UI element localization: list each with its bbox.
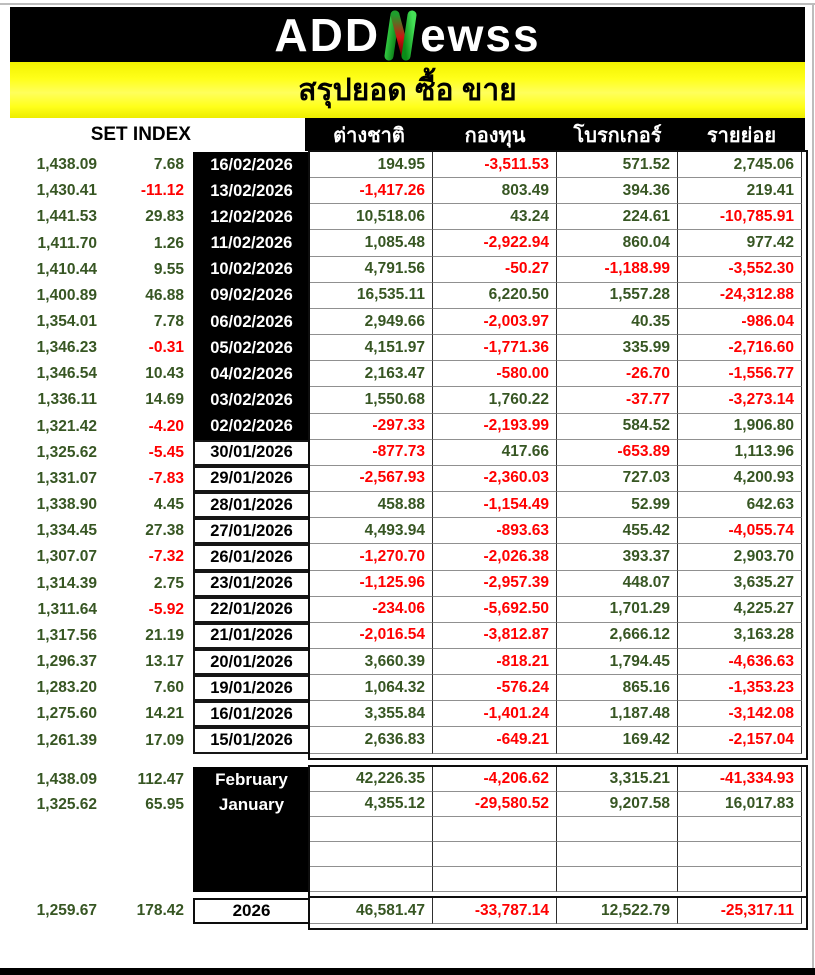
set-index-cell: 1,438.09 xyxy=(36,770,97,788)
month-label-february: February xyxy=(215,769,288,789)
change-cell: -11.12 xyxy=(140,182,184,200)
value-cell: 219.41 xyxy=(678,178,802,204)
value-cell: -1,771.36 xyxy=(433,335,557,361)
table-row xyxy=(15,387,802,413)
set-index-cell: 1,296.37 xyxy=(36,653,97,671)
value-cell: -893.63 xyxy=(433,518,557,544)
table-row xyxy=(15,767,188,792)
year-label-cell: 2026 xyxy=(193,898,310,924)
table-row xyxy=(15,466,802,492)
table-row xyxy=(15,230,802,256)
value-cell: -1,188.99 xyxy=(557,257,678,283)
set-index-cell: 1,334.45 xyxy=(36,522,97,540)
value-cell: 43.24 xyxy=(433,204,557,230)
set-index-cell: 1,346.54 xyxy=(36,365,97,383)
change-cell: -5.45 xyxy=(148,443,184,461)
value-cell: 2,163.47 xyxy=(310,361,433,387)
value-cell: -877.73 xyxy=(310,440,433,466)
table-row xyxy=(15,597,802,623)
set-index-cell: 1,321.42 xyxy=(36,417,97,435)
set-index-cell: 1,283.20 xyxy=(36,679,97,697)
table-row xyxy=(15,727,802,753)
value-cell: -25,317.11 xyxy=(678,898,802,924)
value-cell: -1,401.24 xyxy=(433,701,557,727)
empty-row xyxy=(310,842,802,867)
value-cell: 4,791.56 xyxy=(310,257,433,283)
value-cell: 4,225.27 xyxy=(678,597,802,623)
set-index-cell: 1,336.11 xyxy=(37,391,97,409)
total-values xyxy=(310,898,802,924)
value-cell: -2,193.99 xyxy=(433,414,557,440)
empty-cell xyxy=(557,817,678,842)
value-cell: 2,666.12 xyxy=(557,623,678,649)
value-cell: 455.42 xyxy=(557,518,678,544)
value-cell: 977.42 xyxy=(678,230,802,256)
table-row xyxy=(310,898,802,924)
set-index-header: SET INDEX xyxy=(90,123,191,145)
logo-text-add: ADD xyxy=(274,8,381,61)
change-cell: 46.88 xyxy=(145,286,184,304)
logo-text-ewss: ewss xyxy=(420,8,541,61)
table-row xyxy=(15,309,802,335)
date-cell: 29/01/2026 xyxy=(193,466,310,492)
change-cell: 13.17 xyxy=(145,653,184,671)
change-cell: -5.92 xyxy=(148,600,184,618)
change-cell: 14.69 xyxy=(145,391,184,409)
empty-cell xyxy=(433,817,557,842)
set-index-cell: 1,438.09 xyxy=(36,156,97,174)
value-cell: 4,493.94 xyxy=(310,518,433,544)
set-index-cell: 1,311.64 xyxy=(37,600,97,618)
set-index-cell: 1,325.62 xyxy=(36,443,97,461)
value-cell: -2,016.54 xyxy=(310,623,433,649)
change-cell: 14.21 xyxy=(145,705,184,723)
table-row xyxy=(15,649,802,675)
value-cell: 3,315.21 xyxy=(557,767,678,792)
date-cell: 22/01/2026 xyxy=(193,597,310,623)
date-cell: 04/02/2026 xyxy=(193,361,310,387)
table-row xyxy=(15,178,802,204)
value-cell: -29,580.52 xyxy=(433,792,557,817)
value-cell: -4,206.62 xyxy=(433,767,557,792)
column-header-row xyxy=(305,118,805,151)
value-cell: 642.63 xyxy=(678,492,802,518)
change-cell: 10.43 xyxy=(145,365,184,383)
empty-cell xyxy=(310,817,433,842)
summary-values xyxy=(310,767,802,892)
value-cell: 1,085.48 xyxy=(310,230,433,256)
change-cell: 178.42 xyxy=(136,902,184,919)
change-cell: -0.31 xyxy=(148,339,184,357)
set-index-cell: 1,261.39 xyxy=(36,731,97,749)
table-row xyxy=(15,518,802,544)
value-cell: 40.35 xyxy=(557,309,678,335)
value-cell: -2,157.04 xyxy=(678,727,802,753)
set-index-cell: 1,331.07 xyxy=(36,469,97,487)
value-cell: 2,903.70 xyxy=(678,544,802,570)
column-header-foreign: ต่างชาติ xyxy=(333,124,405,147)
value-cell: -580.00 xyxy=(433,361,557,387)
daily-rows xyxy=(15,152,802,754)
change-cell: -7.83 xyxy=(148,469,184,487)
empty-cell xyxy=(557,867,678,892)
value-cell: -1,270.70 xyxy=(310,544,433,570)
value-cell: 4,151.97 xyxy=(310,335,433,361)
set-index-cell: 1,354.01 xyxy=(36,313,97,331)
summary-month-block xyxy=(193,767,310,892)
date-cell: 16/02/2026 xyxy=(193,152,310,178)
value-cell: -3,511.53 xyxy=(433,152,557,178)
value-cell: -2,922.94 xyxy=(433,230,557,256)
logo-bar xyxy=(10,7,805,62)
page-title: สรุปยอด ซื้อ ขาย xyxy=(298,73,517,107)
table-row xyxy=(15,571,802,597)
value-cell: 2,949.66 xyxy=(310,309,433,335)
set-index-cell: 1,325.62 xyxy=(36,795,97,813)
value-cell: -1,125.96 xyxy=(310,571,433,597)
value-cell: -3,552.30 xyxy=(678,257,802,283)
value-cell: -2,567.93 xyxy=(310,466,433,492)
value-cell: 393.37 xyxy=(557,544,678,570)
value-cell: 4,355.12 xyxy=(310,792,433,817)
column-header-fund: กองทุน xyxy=(464,124,526,147)
value-cell: -37.77 xyxy=(557,387,678,413)
empty-cell xyxy=(433,842,557,867)
value-cell: 1,701.29 xyxy=(557,597,678,623)
value-cell: 1,557.28 xyxy=(557,283,678,309)
column-header-broker: โบรกเกอร์ xyxy=(573,124,662,147)
value-cell: -5,692.50 xyxy=(433,597,557,623)
table-row xyxy=(15,623,802,649)
table-row xyxy=(310,767,802,792)
value-cell: 169.42 xyxy=(557,727,678,753)
change-cell: 29.83 xyxy=(145,208,184,226)
date-cell: 11/02/2026 xyxy=(193,230,310,256)
value-cell: 1,113.96 xyxy=(678,440,802,466)
date-cell: 16/01/2026 xyxy=(193,701,310,727)
empty-cell xyxy=(678,842,802,867)
value-cell: -1,556.77 xyxy=(678,361,802,387)
empty-cell xyxy=(678,867,802,892)
change-cell: 7.68 xyxy=(153,156,184,174)
title-banner xyxy=(10,62,805,118)
value-cell: 335.99 xyxy=(557,335,678,361)
date-cell: 12/02/2026 xyxy=(193,204,310,230)
value-cell: 4,200.93 xyxy=(678,466,802,492)
value-cell: -1,417.26 xyxy=(310,178,433,204)
change-cell: 21.19 xyxy=(145,626,184,644)
value-cell: -50.27 xyxy=(433,257,557,283)
value-cell: 16,535.11 xyxy=(310,283,433,309)
value-cell: -4,055.74 xyxy=(678,518,802,544)
value-cell: -1,154.49 xyxy=(433,492,557,518)
value-cell: 1,187.48 xyxy=(557,701,678,727)
value-cell: 458.88 xyxy=(310,492,433,518)
date-cell: 21/01/2026 xyxy=(193,623,310,649)
date-cell: 28/01/2026 xyxy=(193,492,310,518)
date-cell: 10/02/2026 xyxy=(193,257,310,283)
value-cell: 448.07 xyxy=(557,571,678,597)
value-cell: 2,745.06 xyxy=(678,152,802,178)
date-cell: 09/02/2026 xyxy=(193,283,310,309)
table-row xyxy=(310,792,802,817)
table-row xyxy=(15,898,188,924)
change-cell: -4.20 xyxy=(148,417,184,435)
value-cell: 727.03 xyxy=(557,466,678,492)
set-index-cell: 1,275.60 xyxy=(36,705,97,723)
value-cell: -4,636.63 xyxy=(678,649,802,675)
value-cell: 42,226.35 xyxy=(310,767,433,792)
empty-cell xyxy=(678,817,802,842)
value-cell: 3,635.27 xyxy=(678,571,802,597)
value-cell: 6,220.50 xyxy=(433,283,557,309)
change-cell: 112.47 xyxy=(137,770,184,788)
value-cell: -2,957.39 xyxy=(433,571,557,597)
date-cell: 30/01/2026 xyxy=(193,440,310,466)
date-cell: 05/02/2026 xyxy=(193,335,310,361)
empty-cell xyxy=(310,867,433,892)
table-row xyxy=(15,492,802,518)
window-top-border xyxy=(0,3,815,5)
table-row xyxy=(15,792,188,817)
set-index-cell: 1,307.07 xyxy=(36,548,97,566)
change-cell: 2.75 xyxy=(153,574,184,592)
table-row xyxy=(15,440,802,466)
date-cell: 27/01/2026 xyxy=(193,518,310,544)
date-cell: 13/02/2026 xyxy=(193,178,310,204)
table-row xyxy=(15,283,802,309)
value-cell: -2,003.97 xyxy=(433,309,557,335)
value-cell: 3,163.28 xyxy=(678,623,802,649)
table-row xyxy=(15,675,802,701)
set-index-cell: 1,259.67 xyxy=(36,902,97,919)
value-cell: 584.52 xyxy=(557,414,678,440)
value-cell: -234.06 xyxy=(310,597,433,623)
table-row xyxy=(15,257,802,283)
table-row xyxy=(15,701,802,727)
table-row xyxy=(15,361,802,387)
set-index-cell: 1,400.89 xyxy=(36,286,97,304)
empty-cell xyxy=(310,842,433,867)
value-cell: 12,522.79 xyxy=(557,898,678,924)
value-cell: 9,207.58 xyxy=(557,792,678,817)
change-cell: 27.38 xyxy=(145,522,184,540)
value-cell: -33,787.14 xyxy=(433,898,557,924)
value-cell: -26.70 xyxy=(557,361,678,387)
value-cell: -649.21 xyxy=(433,727,557,753)
set-index-cell: 1,441.53 xyxy=(36,208,97,226)
table-row xyxy=(15,152,802,178)
value-cell: 1,794.45 xyxy=(557,649,678,675)
month-label-january: January xyxy=(218,794,285,814)
value-cell: 16,017.83 xyxy=(678,792,802,817)
empty-cell xyxy=(557,842,678,867)
value-cell: -576.24 xyxy=(433,675,557,701)
value-cell: -3,812.87 xyxy=(433,623,557,649)
column-header-retail: รายย่อย xyxy=(706,124,777,147)
value-cell: -2,716.60 xyxy=(678,335,802,361)
value-cell: -3,142.08 xyxy=(678,701,802,727)
value-cell: 803.49 xyxy=(433,178,557,204)
date-cell: 06/02/2026 xyxy=(193,309,310,335)
empty-row xyxy=(310,867,802,892)
table-row xyxy=(15,414,802,440)
value-cell: -653.89 xyxy=(557,440,678,466)
empty-cell xyxy=(433,867,557,892)
value-cell: -986.04 xyxy=(678,309,802,335)
value-cell: 46,581.47 xyxy=(310,898,433,924)
value-cell: -41,334.93 xyxy=(678,767,802,792)
value-cell: 860.04 xyxy=(557,230,678,256)
value-cell: 1,760.22 xyxy=(433,387,557,413)
value-cell: 1,906.80 xyxy=(678,414,802,440)
set-index-cell: 1,338.90 xyxy=(36,496,97,514)
logo-n-icon xyxy=(382,9,418,61)
change-cell: 7.78 xyxy=(153,313,184,331)
change-cell: 1.26 xyxy=(153,234,184,252)
change-cell: 7.60 xyxy=(153,679,184,697)
value-cell: -2,360.03 xyxy=(433,466,557,492)
empty-row xyxy=(310,817,802,842)
value-cell: -818.21 xyxy=(433,649,557,675)
set-index-cell: 1,317.56 xyxy=(36,626,97,644)
value-cell: -297.33 xyxy=(310,414,433,440)
change-cell: 4.45 xyxy=(153,496,184,514)
value-cell: 417.66 xyxy=(433,440,557,466)
total-set-index xyxy=(15,898,188,924)
value-cell: 1,550.68 xyxy=(310,387,433,413)
date-cell: 23/01/2026 xyxy=(193,571,310,597)
value-cell: 224.61 xyxy=(557,204,678,230)
set-index-cell: 1,411.70 xyxy=(37,234,97,252)
value-cell: 3,355.84 xyxy=(310,701,433,727)
date-cell: 19/01/2026 xyxy=(193,675,310,701)
value-cell: -1,353.23 xyxy=(678,675,802,701)
value-cell: 2,636.83 xyxy=(310,727,433,753)
value-cell: 3,660.39 xyxy=(310,649,433,675)
date-cell: 15/01/2026 xyxy=(193,727,310,753)
change-cell: 9.55 xyxy=(153,260,184,278)
set-index-cell: 1,430.41 xyxy=(36,182,97,200)
date-cell: 26/01/2026 xyxy=(193,544,310,570)
value-cell: 194.95 xyxy=(310,152,433,178)
summary-set-index xyxy=(15,767,188,817)
value-cell: 1,064.32 xyxy=(310,675,433,701)
value-cell: -24,312.88 xyxy=(678,283,802,309)
value-cell: -10,785.91 xyxy=(678,204,802,230)
set-index-cell: 1,346.23 xyxy=(36,339,97,357)
table-row xyxy=(15,544,802,570)
date-cell: 20/01/2026 xyxy=(193,649,310,675)
footer-bar xyxy=(0,968,815,975)
value-cell: 865.16 xyxy=(557,675,678,701)
window-right-border xyxy=(812,3,814,973)
date-cell: 02/02/2026 xyxy=(193,414,310,440)
table-row xyxy=(15,204,802,230)
change-cell: 17.09 xyxy=(145,731,184,749)
set-index-cell: 1,314.39 xyxy=(36,574,97,592)
value-cell: 10,518.06 xyxy=(310,204,433,230)
value-cell: -2,026.38 xyxy=(433,544,557,570)
date-cell: 03/02/2026 xyxy=(193,387,310,413)
set-index-cell: 1,410.44 xyxy=(36,260,97,278)
value-cell: 394.36 xyxy=(557,178,678,204)
table-row xyxy=(15,335,802,361)
value-cell: 571.52 xyxy=(557,152,678,178)
value-cell: 52.99 xyxy=(557,492,678,518)
change-cell: -7.32 xyxy=(148,548,184,566)
value-cell: -3,273.14 xyxy=(678,387,802,413)
change-cell: 65.95 xyxy=(145,795,184,813)
